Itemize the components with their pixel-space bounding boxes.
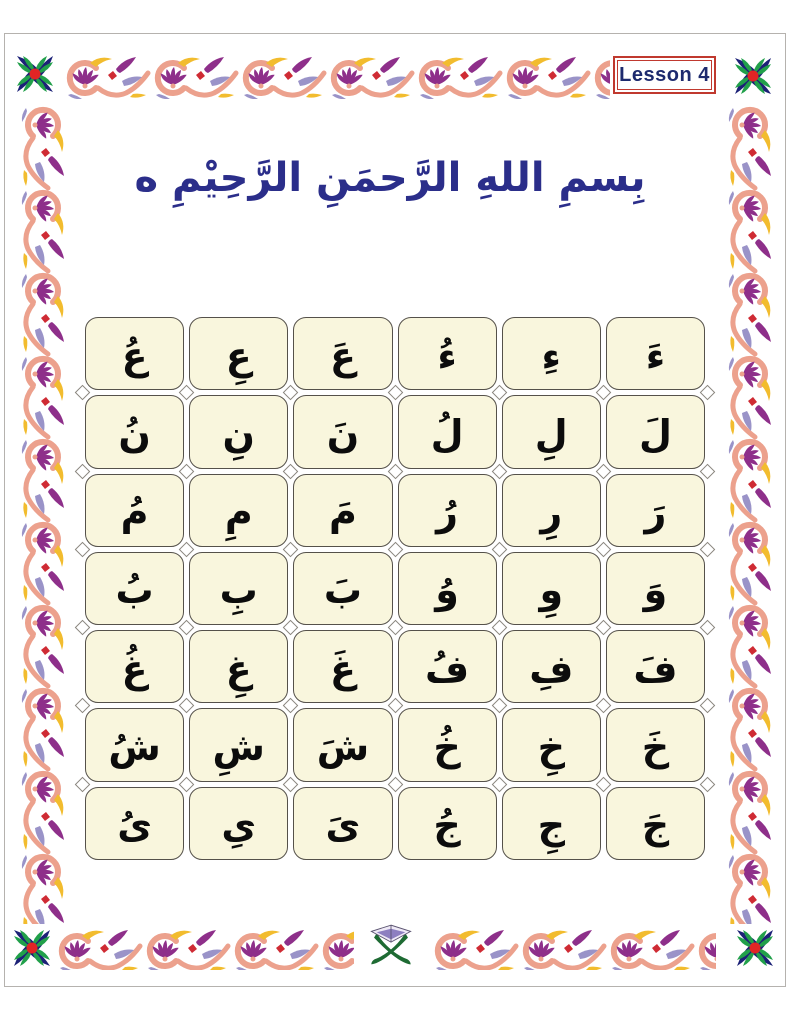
- letter-glyph: بِ: [219, 568, 258, 613]
- letter-cell: [293, 708, 392, 781]
- letter-glyph: ءُ: [437, 333, 457, 378]
- letter-glyph: فَ: [633, 646, 678, 691]
- letter-glyph: غُ: [121, 646, 148, 691]
- floral-border-left-icon: [20, 100, 66, 924]
- letter-glyph: نِ: [222, 411, 255, 456]
- letter-cell: [293, 787, 392, 860]
- letter-cell: [293, 474, 392, 547]
- letter-glyph: رِ: [540, 490, 563, 535]
- letter-cell: [85, 317, 184, 390]
- letter-glyph: فِ: [529, 646, 574, 691]
- letter-glyph: رُ: [436, 490, 459, 535]
- letter-glyph: عُ: [121, 333, 148, 378]
- letter-glyph: مُ: [120, 490, 149, 535]
- letter-cell: [85, 708, 184, 781]
- letter-glyph: خِ: [537, 725, 565, 770]
- letter-cell: [189, 395, 288, 468]
- letter-glyph: غَ: [329, 646, 356, 691]
- letter-glyph: عَ: [329, 333, 356, 378]
- letter-cell: [502, 474, 601, 547]
- letter-cell: [502, 317, 601, 390]
- letter-glyph: ىِ: [221, 803, 257, 848]
- letter-glyph: ءِ: [541, 333, 561, 378]
- letter-glyph: مِ: [224, 490, 253, 535]
- letter-cell: [189, 708, 288, 781]
- letter-cell: [502, 630, 601, 703]
- letter-cell: [606, 787, 705, 860]
- letter-cell: [189, 630, 288, 703]
- letter-cell: [502, 395, 601, 468]
- letter-glyph: لُ: [430, 411, 464, 456]
- letter-cell: [85, 630, 184, 703]
- letter-cell: [189, 552, 288, 625]
- floral-border-right-icon: [727, 100, 773, 924]
- letter-glyph: لِ: [534, 411, 568, 456]
- bismillah-calligraphy: بِسمِ اللهِ الرَّحمَنِ الرَّحِيْمِ ه: [134, 155, 646, 201]
- letter-glyph: جَ: [641, 803, 670, 848]
- letter-cell: [189, 474, 288, 547]
- letter-glyph: رَ: [644, 490, 667, 535]
- letter-glyph: شَ: [316, 725, 370, 770]
- letter-glyph: عِ: [225, 333, 252, 378]
- floral-border-bottom-left-icon: [52, 928, 354, 970]
- letter-cell: [606, 395, 705, 468]
- letter-cell: [398, 474, 497, 547]
- letter-cell: [293, 317, 392, 390]
- letter-glyph: مَ: [329, 490, 357, 535]
- letter-cell: [398, 395, 497, 468]
- letter-glyph: بَ: [323, 568, 363, 613]
- letter-cell: [293, 630, 392, 703]
- letter-glyph: نَ: [326, 411, 360, 456]
- corner-rosette-icon: [731, 54, 775, 98]
- letter-cell: [398, 787, 497, 860]
- letter-cell: [606, 708, 705, 781]
- letter-cell: [293, 552, 392, 625]
- lesson-badge: [613, 56, 716, 94]
- quran-rehal-icon: [366, 920, 416, 966]
- letter-cell: [85, 395, 184, 468]
- letter-glyph: وُ: [435, 568, 459, 613]
- letter-cell: [606, 630, 705, 703]
- letter-cell: [502, 708, 601, 781]
- letter-glyph: وِ: [539, 568, 564, 613]
- letter-cell: [398, 708, 497, 781]
- letter-glyph: جُ: [433, 803, 461, 848]
- letter-cell: [189, 787, 288, 860]
- letter-glyph: شُ: [108, 725, 161, 770]
- letter-glyph: وَ: [643, 568, 668, 613]
- letter-cell: [502, 552, 601, 625]
- letter-cell: [398, 317, 497, 390]
- letter-cell: [85, 552, 184, 625]
- letter-glyph: ءَ: [645, 333, 666, 378]
- letter-glyph: لَ: [638, 411, 672, 456]
- letter-cell: [85, 787, 184, 860]
- letter-cell: [189, 317, 288, 390]
- letter-cell: [293, 395, 392, 468]
- letter-cell: [606, 317, 705, 390]
- letter-cell: [398, 630, 497, 703]
- letter-glyph: ىَ: [325, 803, 361, 848]
- letter-cell: [85, 474, 184, 547]
- letter-cell: [606, 474, 705, 547]
- letter-cell: [502, 787, 601, 860]
- letter-cell: [398, 552, 497, 625]
- letter-glyph: فُ: [425, 646, 470, 691]
- letter-glyph: غِ: [225, 646, 252, 691]
- letter-glyph: نُ: [118, 411, 151, 456]
- floral-border-bottom-right-icon: [428, 928, 716, 970]
- letter-glyph: خَ: [641, 725, 670, 770]
- corner-rosette-icon: [13, 52, 57, 96]
- letter-glyph: بُ: [115, 568, 154, 613]
- letter-glyph: جِ: [537, 803, 565, 848]
- lesson-label: Lesson 4: [617, 60, 712, 90]
- floral-border-top-icon: [60, 55, 610, 99]
- letter-glyph: خُ: [433, 725, 461, 770]
- letter-cell: [606, 552, 705, 625]
- corner-rosette-icon: [733, 926, 777, 970]
- letter-glyph: شِ: [212, 725, 265, 770]
- corner-rosette-icon: [10, 926, 54, 970]
- letter-glyph: ىُ: [117, 803, 153, 848]
